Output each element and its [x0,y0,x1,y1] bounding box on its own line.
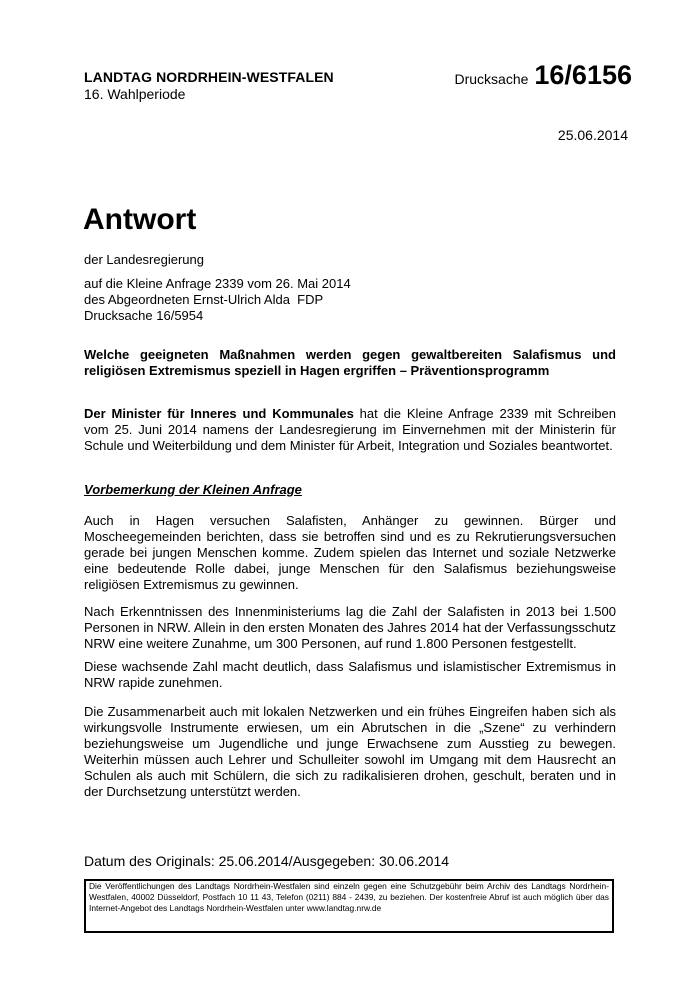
page-title: Antwort [83,203,197,236]
parliament-name: LANDTAG NORDRHEIN-WESTFALEN [84,69,334,85]
drucksache-number: 16/6156 [534,60,632,90]
minister-paragraph-text: hat die Kleine Anfrage 2339 mit Schreiben vom 25. Juni 2014 namens der Landesregierung im Einvernehmen mit der Ministerin für Schule und Weiterbildung und dem Minister für Arbeit, Integration und Soziales beantwortet. [84,406,616,453]
inquiry-author: des Abgeordneten Ernst-Ulrich Alda FDP [84,292,324,307]
original-date: Datum des Originals: 25.06.2014/Ausgegeben: 30.06.2014 [84,853,450,869]
body-paragraph: Auch in Hagen versuchen Salafisten, Anhänger zu gewinnen. Bürger und Moscheegemeinden berichten, dass sie betroffen sind und es zu Rekrutierungsversuchen gerade bei jungen Menschen komme. Zudem spielen das Internet und soziale Netzwerke eine bedeutende Rolle dabei, junge Menschen für den Salafismus beziehungsweise religiösen Extremismus zu gewinnen. [84,513,616,592]
inquiry-subject: Welche geeigneten Maßnahmen werden gegen gewaltbereiten Salafismus und religiösen Extremismus speziell in Hagen ergriffen – Präventionsprogramm [84,347,616,378]
inquiry-line: auf die Kleine Anfrage 2339 vom 26. Mai 2014 [84,276,351,291]
drucksache-header [454,60,632,91]
body-paragraph: Diese wachsende Zahl macht deutlich, dass Salafismus und islamistischer Extremismus in NRW rapide zunehmen. [84,659,616,690]
publication-notice: Die Veröffentlichungen des Landtags Nordrhein-Westfalen sind einzeln gegen eine Schutzgebühr beim Archiv des Landtags Nordrhein-Westfalen, 40002 Düsseldorf, Postfach 10 11 43, Telefon (0211) 884 - 2439, zu beziehen. Der kostenfreie Abruf ist auch möglich über das Internet-Angebot des Landtags Nordrhein-Westfalen unter www.landtag.nrw.de [84,879,614,933]
inquiry-drucksache: Drucksache 16/5954 [84,308,204,323]
minister-paragraph [84,406,616,454]
inquiry-reference [84,276,624,324]
answer-source: der Landesregierung [84,252,204,267]
body-paragraph: Die Zusammenarbeit auch mit lokalen Netzwerken und ein frühes Eingreifen haben sich als wirkungsvolle Instrumente erwiesen, um ein Abrutschen in die „Szene“ zu verhindern beziehungsweise um Jugendliche und junge Erwachsene zum Ausstieg zu bewegen. Weiterhin müssen auch Lehrer und Schulleiter sowohl im Umgang mit dem Hausrecht an Schulen als auch mit Schülern, die sich zu radikalisieren drohen, geschult, beraten und in der Durchsetzung unterstützt werden. [84,704,616,799]
body-paragraph: Nach Erkenntnissen des Innenministeriums lag die Zahl der Salafisten in 2013 bei 1.500 Personen in NRW. Allein in den ersten Monaten des Jahres 2014 hat der Verfassungsschutz NRW eine weitere Zunahme, um 300 Personen, auf rund 1.800 Personen festgestellt. [84,604,616,651]
legislative-period: 16. Wahlperiode [84,86,186,102]
document-date: 25.06.2014 [557,127,628,143]
section-heading: Vorbemerkung der Kleinen Anfrage [84,482,302,497]
minister-name: Der Minister für Inneres und Kommunales [84,406,354,421]
drucksache-label: Drucksache [454,71,529,87]
